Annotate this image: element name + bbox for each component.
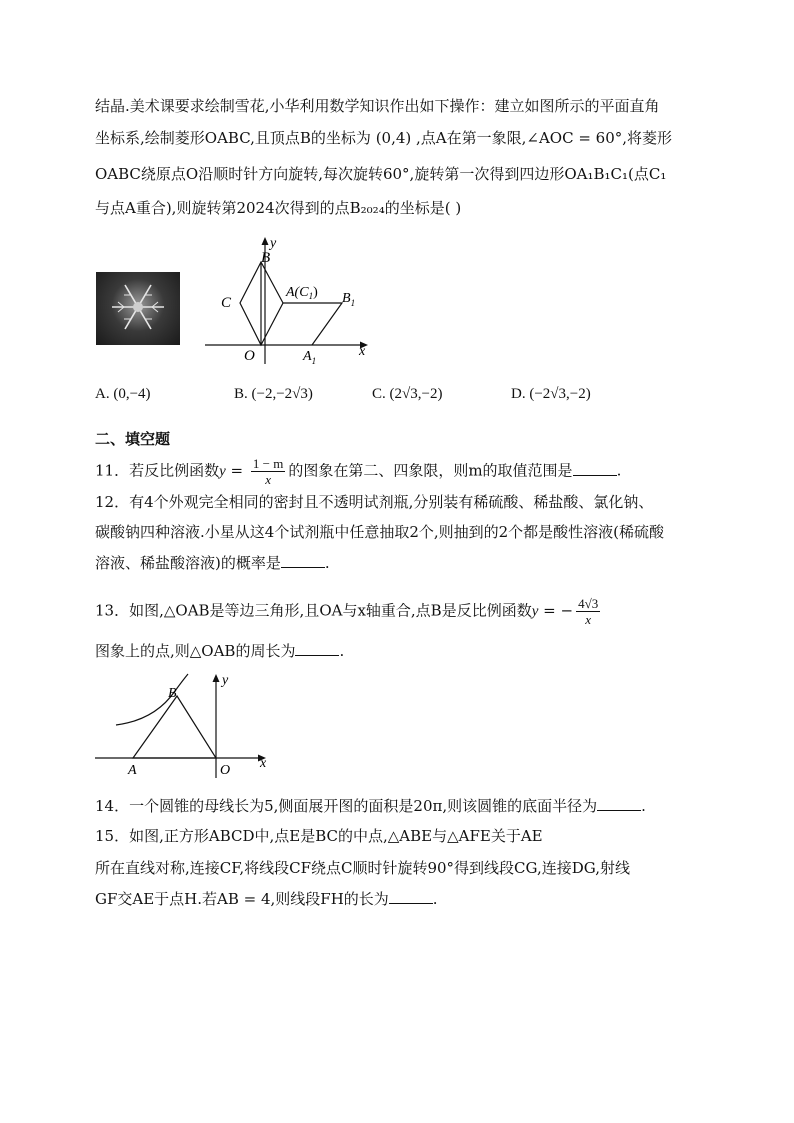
q12-line1: 12．有4个外观完全相同的密封且不透明试剂瓶,分别装有稀硫酸、稀盐酸、氯化钠、 — [95, 493, 654, 511]
q10-line1: 结晶.美术课要求绘制雪花,小华利用数学知识作出如下操作：建立如图所示的平面直角 — [95, 97, 660, 115]
label-c: C — [221, 295, 232, 311]
q13-line1: 13．如图,△OAB是等边三角形,且OA与x轴重合,点B是反比例函数y = − $\frac{4√3}{x}$ — [95, 596, 599, 627]
triangle-figure — [90, 670, 280, 780]
q10-line3: OABC绕原点O沿顺时针方向旋转,每次旋转60°,旋转第一次得到四边形OA₁B₁C₁(点C₁ — [95, 165, 667, 183]
label-o: O — [220, 763, 231, 778]
q12-line2: 碳酸钠四种溶液.小星从这4个试剂瓶中任意抽取2个,则抽到的2个都是酸性溶液(稀硫酸 — [95, 523, 665, 541]
rhombus-oa1b1c1 — [283, 303, 342, 345]
q12-answer-blank[interactable] — [281, 553, 325, 568]
snowflake-photo — [96, 272, 180, 345]
label-a: A — [128, 763, 137, 778]
rhombus-figure — [200, 234, 375, 369]
option-c[interactable]: C. (2√3,−2) — [372, 386, 443, 402]
q10-line4: 与点A重合),则旋转第2024次得到的点B₂₀₂₄的坐标是( ) — [95, 199, 462, 217]
label-b: B — [261, 250, 271, 266]
q15-line1: 15．如图,正方形ABCD中,点E是BC的中点,△ABE与△AFE关于AE — [95, 827, 543, 845]
q10-line2: 坐标系,绘制菱形OABC,且顶点B的坐标为 (0,4) ,点A在第一象限,∠AOC = 60°,将菱形 — [95, 129, 673, 147]
q11-answer-blank[interactable] — [573, 461, 617, 476]
label-a1: $A_1$ — [303, 349, 317, 366]
option-b[interactable]: B. (−2,−2√3) — [234, 386, 313, 402]
q15-line3: GF交AE于点H.若AB = 4,则线段FH的长为 . — [95, 890, 438, 908]
q11-fraction: $\frac{1 - m}{x}$ — [252, 456, 284, 487]
option-a[interactable]: A. (0,−4) — [95, 386, 151, 402]
q15-line2: 所在直线对称,连接CF,将线段CF绕点C顺时针旋转90°得到线段CG,连接DG,射线 — [95, 859, 630, 877]
q13-line2: 图象上的点,则△OAB的周长为 . — [95, 642, 345, 660]
label-y: y — [222, 673, 229, 688]
label-a: $A(C_1)$ — [286, 285, 318, 301]
q11-line: 11．若反比例函数y = $\frac{1 - m}{x}$ 的图象在第二、四象限，则m的取值范围是 . — [95, 456, 622, 487]
hyperbola-curve — [116, 674, 188, 725]
option-d[interactable]: D. (−2√3,−2) — [511, 386, 591, 402]
q13-answer-blank[interactable] — [295, 641, 339, 656]
q14-line: 14．一个圆锥的母线长为5,侧面展开图的面积是20π,则该圆锥的底面半径为 . — [95, 797, 646, 815]
label-b1: $B_1$ — [342, 291, 356, 308]
label-y: y — [270, 236, 277, 251]
q15-answer-blank[interactable] — [389, 889, 433, 904]
section-title: 二、填空题 — [95, 430, 171, 448]
label-b: B — [168, 686, 177, 701]
q14-answer-blank[interactable] — [597, 796, 641, 811]
q12-line3: 溶液、稀盐酸溶液)的概率是 . — [95, 554, 330, 572]
snowflake-icon — [96, 272, 180, 345]
triangle-oab — [133, 696, 216, 758]
label-x: x — [359, 344, 366, 359]
label-x: x — [260, 756, 267, 771]
q13-fraction: $\frac{4√3}{x}$ — [578, 596, 599, 627]
label-o: O — [244, 348, 255, 364]
